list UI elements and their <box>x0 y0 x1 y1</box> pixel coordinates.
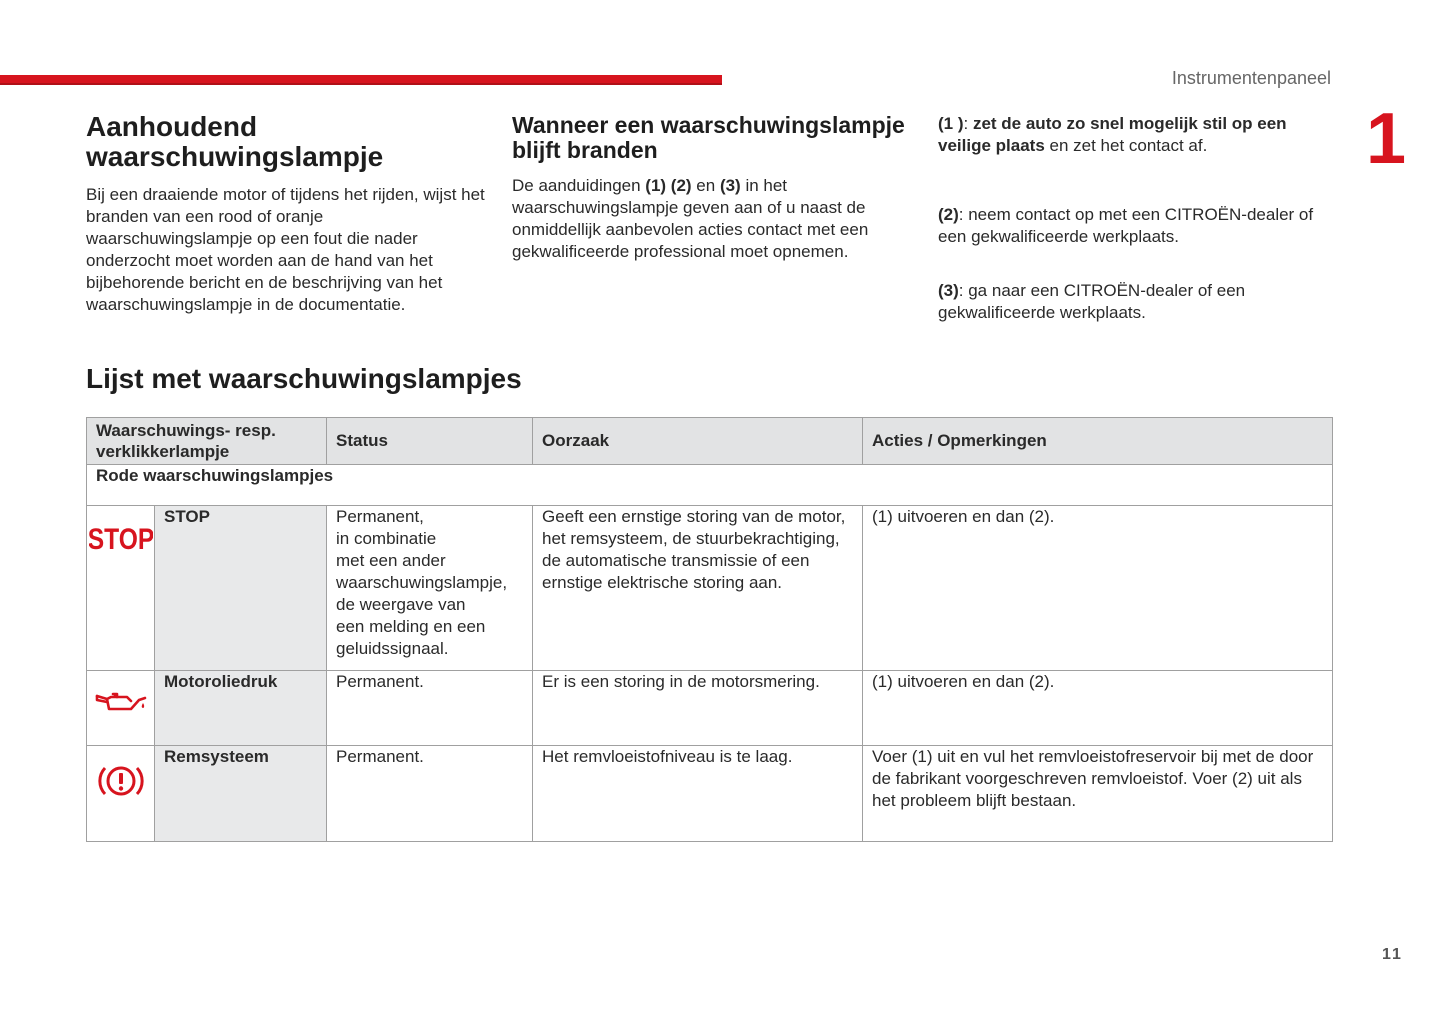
note-2-label: (2) <box>938 205 959 224</box>
header-status: Status <box>327 418 533 465</box>
list-title: Lijst met waarschuwingslampjes <box>86 363 522 394</box>
actions-cell: Voer (1) uit en vul het remvloeistofreservoir bij met de door de fabrikant voorgeschreven remvloeistof. Voer (2) uit als het probleem blijft bestaan. <box>863 746 1333 842</box>
note-1-label: (1 ) <box>938 114 964 133</box>
cause-cell: Geeft een ernstige storing van de motor, het remsysteem, de stuurbekrachtiging, de automatische transmissie of een ernstige elektrische storing aan. <box>533 506 863 671</box>
oil-can-icon <box>87 687 154 723</box>
lamp-name: STOP <box>155 506 327 671</box>
intro-heading: Aanhoudend waarschuwingslampje <box>86 111 384 172</box>
text-fragment: en <box>691 176 720 195</box>
ref-1: (1) <box>645 176 667 195</box>
text-fragment: De aanduidingen <box>512 176 646 195</box>
remain-on-column <box>512 113 912 263</box>
note-2 <box>938 204 1338 248</box>
table-header-row <box>87 418 1333 465</box>
note-1 <box>938 113 1338 157</box>
header-red-bar <box>0 75 722 85</box>
brake-warning-icon <box>87 760 154 808</box>
status-cell: Permanent. <box>327 671 533 746</box>
table-row <box>87 746 1333 842</box>
actions-cell: (1) uitvoeren en dan (2). <box>863 506 1333 671</box>
cause-cell: Het remvloeistofniveau is te laag. <box>533 746 863 842</box>
status-cell <box>327 506 533 671</box>
status-line: met een ander <box>336 551 446 570</box>
text-fragment: : <box>963 114 973 133</box>
icon-cell <box>87 671 155 746</box>
status-line: Permanent, <box>336 507 424 526</box>
table-row <box>87 506 1333 671</box>
header-lamp: Waarschuwings- resp. verklikkerlampje <box>87 418 327 465</box>
chapter-number: 1 <box>1366 99 1407 179</box>
page-number: 11 <box>1382 946 1403 963</box>
section-title: Instrumentenpaneel <box>1171 68 1331 88</box>
status-cell: Permanent. <box>327 746 533 842</box>
stop-icon-text: STOP <box>88 521 153 556</box>
intro-column <box>86 112 486 316</box>
status-line: een melding en een <box>336 617 486 636</box>
text-fragment: en zet het contact af. <box>1044 136 1208 155</box>
status-line: geluidssignaal. <box>336 639 449 658</box>
text-fragment: : neem contact op met een CITROËN-dealer of een gekwalificeerde werkplaats. <box>938 205 1314 246</box>
table-row <box>87 671 1333 746</box>
text-fragment: in het waarschuwingslampje geven aan of u naast de onmiddellijk aanbevolen acties contact met een gekwalificeerde professional moet opnemen. <box>512 176 869 261</box>
ref-3: (3) <box>719 176 741 195</box>
status-line: de weergave van <box>336 595 466 614</box>
icon-cell <box>87 746 155 842</box>
text-fragment: : ga naar een CITROËN-dealer of een gekwalificeerde werkplaats. <box>938 281 1246 322</box>
lamp-name: Remsysteem <box>155 746 327 842</box>
header-cause: Oorzaak <box>533 418 863 465</box>
warning-lamps-table <box>86 417 1333 842</box>
status-line: waarschuwingslampje, <box>336 573 508 592</box>
status-line: in combinatie <box>336 529 437 548</box>
group-title: Rode waarschuwingslampjes <box>87 465 1333 506</box>
icon-cell <box>87 506 155 671</box>
intro-text: Bij een draaiende motor of tijdens het rijden, wijst het branden van een rood of oranje waarschuwingslampje op een fout die nader onderzocht moet worden aan de hand van het bijbehorende bericht en de beschrijving van het waarschuwingslampje in de documentatie. <box>86 185 485 314</box>
header-actions: Acties / Opmerkingen <box>863 418 1333 465</box>
ref-2: (2) <box>670 176 692 195</box>
cause-cell: Er is een storing in de motorsmering. <box>533 671 863 746</box>
note-1-emphasis: zet de auto zo snel mogelijk stil op een veilige plaats <box>938 114 1287 155</box>
note-3-label: (3) <box>938 281 959 300</box>
group-row <box>87 465 1333 506</box>
note-3 <box>938 280 1338 324</box>
remain-on-text <box>512 175 912 263</box>
notes-column <box>938 113 1338 324</box>
actions-cell: (1) uitvoeren en dan (2). <box>863 671 1333 746</box>
stop-icon <box>87 518 154 564</box>
remain-on-heading: Wanneer een waarschuwingslampje blijft branden <box>512 112 905 163</box>
lamp-name: Motoroliedruk <box>155 671 327 746</box>
